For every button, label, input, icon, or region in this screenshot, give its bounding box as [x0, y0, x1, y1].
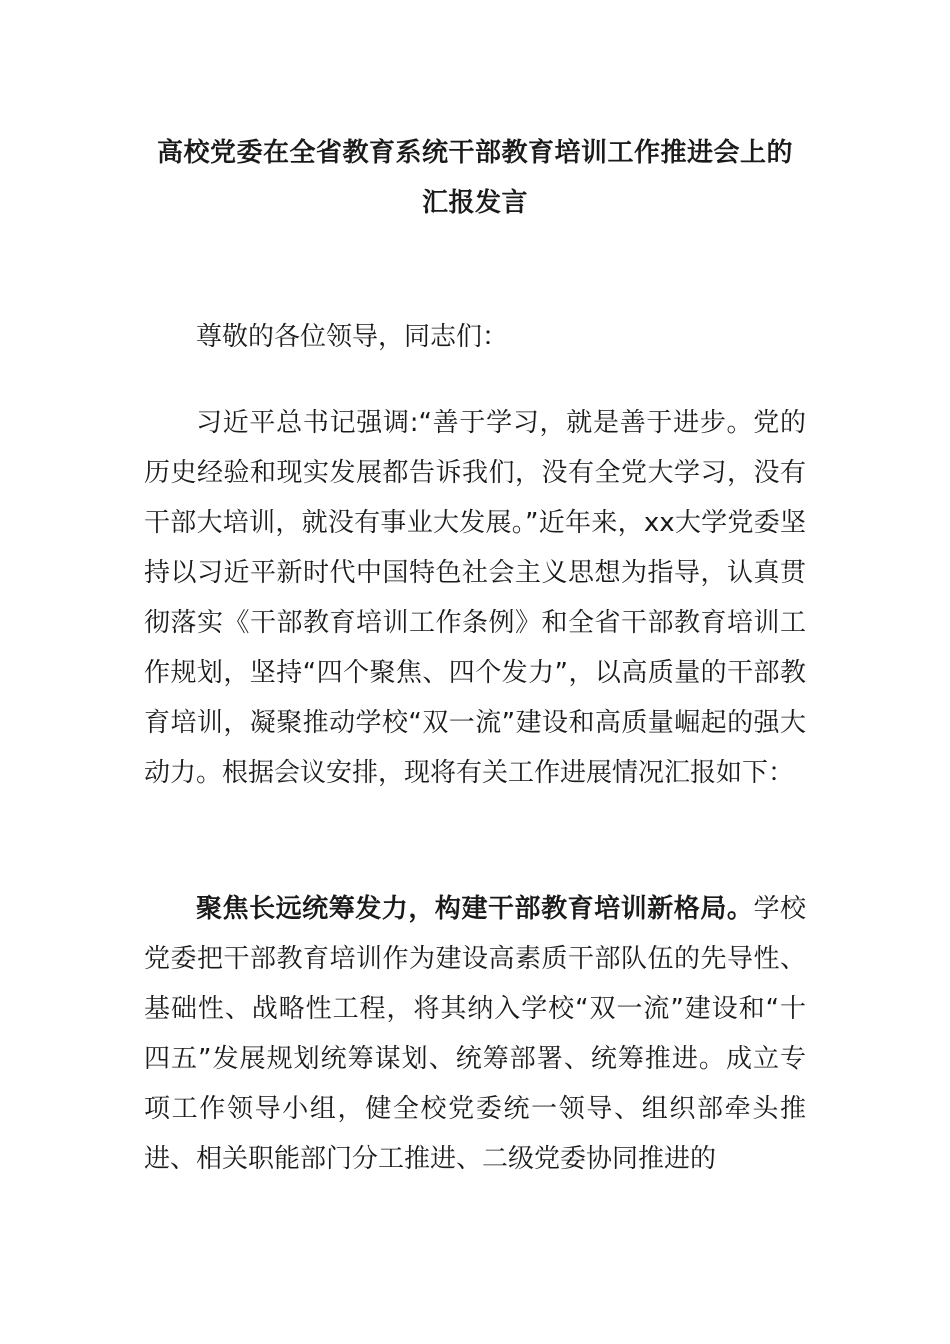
- paragraph-1: 习近平总书记强调:“善于学习，就是善于进步。党的历史经验和现实发展都告诉我们，没有全党大学习，没有干部大培训，就没有事业大发展。”近年来，xx大学党委坚持以习近平新时代中国特色社会主义思想为指导，认真贯彻落实《干部教育培训工作条例》和全省干部教育培训工作规划，坚持“四个聚焦、四个发力”，以高质量的干部教育培训，凝聚推动学校“双一流”建设和高质量崛起的强大动力。根据会议安排，现将有关工作进展情况汇报如下：: [144, 408, 806, 788]
- paragraph-2-heading: 聚焦长远统筹发力，构建干部教育培训新格局。: [196, 894, 754, 924]
- paragraph-2-body: 学校党委把干部教育培训作为建设高素质干部队伍的先导性、基础性、战略性工程，将其纳入学校“双一流”建设和“十四五”发展规划统筹谋划、统筹部署、统筹推进。成立专项工作领导小组，健全校党委统一领导、组织部牵头推进、相关职能部门分工推进、二级党委协同推进的: [144, 894, 806, 1174]
- paragraph-2: [144, 884, 806, 1184]
- salutation: 尊敬的各位领导，同志们：: [196, 322, 509, 352]
- document-title: 高校党委在全省教育系统干部教育培训工作推进会上的汇报发言: [156, 138, 793, 218]
